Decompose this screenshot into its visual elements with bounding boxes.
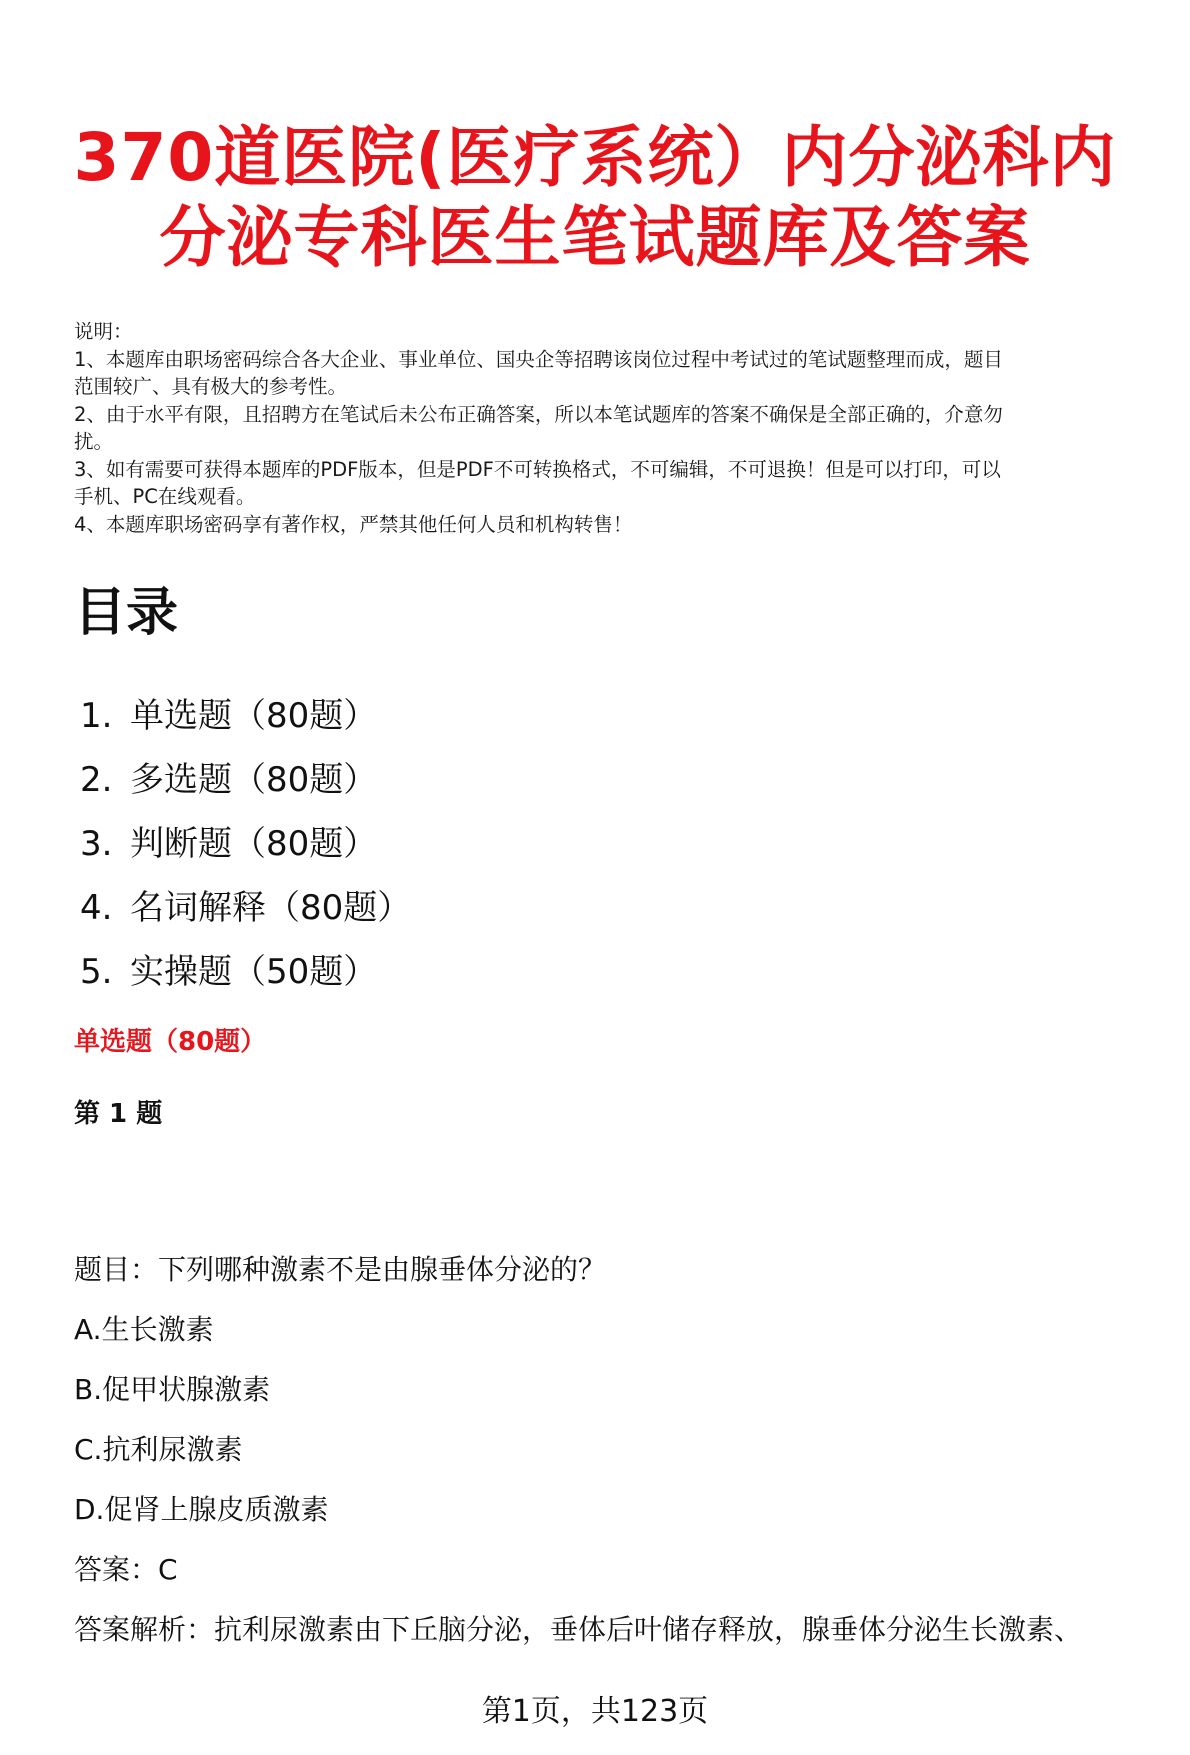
notes-line: 2、由于水平有限，且招聘方在笔试后未公布正确答案，所以本笔试题库的答案不确保是全部正确的，介意勿 bbox=[74, 402, 1003, 426]
option-b: B.促甲状腺激素 bbox=[74, 1373, 271, 1406]
question-prompt: 题目：下列哪种激素不是由腺垂体分泌的？ bbox=[74, 1253, 607, 1286]
notes-heading: 说明： bbox=[74, 320, 133, 343]
notes-line: 3、如有需要可获得本题库的PDF版本，但是PDF不可转换格式，不可编辑，不可退换！但是可以打印，可以 bbox=[74, 457, 1001, 481]
question-number: 第 1 题 bbox=[74, 1099, 163, 1129]
question-block bbox=[74, 1240, 1154, 1660]
notes-line: 手机、PC在线观看。 bbox=[74, 485, 256, 508]
toc-item-label: 名词解释（80题） bbox=[130, 888, 412, 928]
title-line-1: 370道医院(医疗系统）内分泌科内 bbox=[73, 119, 1117, 196]
toc-item-number: 1. bbox=[80, 696, 113, 736]
answer: 答案：C bbox=[74, 1553, 178, 1586]
notes-line: 1、本题库由职场密码综合各大企业、事业单位、国央企等招聘该岗位过程中考试过的笔试题整理而成，题目 bbox=[74, 347, 1003, 371]
document-title bbox=[60, 118, 1130, 278]
toc-item-true-false[interactable] bbox=[80, 812, 411, 876]
option-c: C.抗利尿激素 bbox=[74, 1433, 243, 1466]
toc-item-label: 单选题（80题） bbox=[130, 696, 378, 736]
title-line-2: 分泌专科医生笔试题库及答案 bbox=[159, 199, 1031, 276]
page-number: 第1页，共123页 bbox=[481, 1694, 709, 1729]
option-d: D.促肾上腺皮质激素 bbox=[74, 1493, 329, 1526]
notes-line: 范围较广、具有极大的参考性。 bbox=[74, 375, 348, 398]
toc-item-multiple-choice[interactable] bbox=[80, 748, 411, 812]
notes-block bbox=[74, 318, 1150, 538]
toc-item-label: 多选题（80题） bbox=[130, 760, 378, 800]
toc-item-number: 2. bbox=[80, 760, 113, 800]
answer-explanation: 答案解析：抗利尿激素由下丘脑分泌，垂体后叶储存释放，腺垂体分泌生长激素、 bbox=[74, 1613, 1083, 1646]
notes-line: 4、本题库职场密码享有著作权，严禁其他任何人员和机构转售！ bbox=[74, 512, 633, 536]
toc-item-label: 判断题（80题） bbox=[130, 824, 378, 864]
toc-item-number: 5. bbox=[80, 952, 113, 992]
section-title: 单选题（80题） bbox=[74, 1027, 267, 1057]
option-a: A.生长激素 bbox=[74, 1313, 214, 1346]
notes-line: 扰。 bbox=[74, 430, 114, 453]
toc-item-label: 实操题（50题） bbox=[130, 952, 378, 992]
toc-item-single-choice[interactable] bbox=[80, 684, 411, 748]
toc-heading: 目录 bbox=[74, 583, 179, 643]
toc-item-practical[interactable] bbox=[80, 940, 411, 1004]
toc-item-number: 3. bbox=[80, 824, 113, 864]
toc-item-number: 4. bbox=[80, 888, 113, 928]
toc-item-term-definition[interactable] bbox=[80, 876, 411, 940]
table-of-contents bbox=[80, 684, 411, 1004]
